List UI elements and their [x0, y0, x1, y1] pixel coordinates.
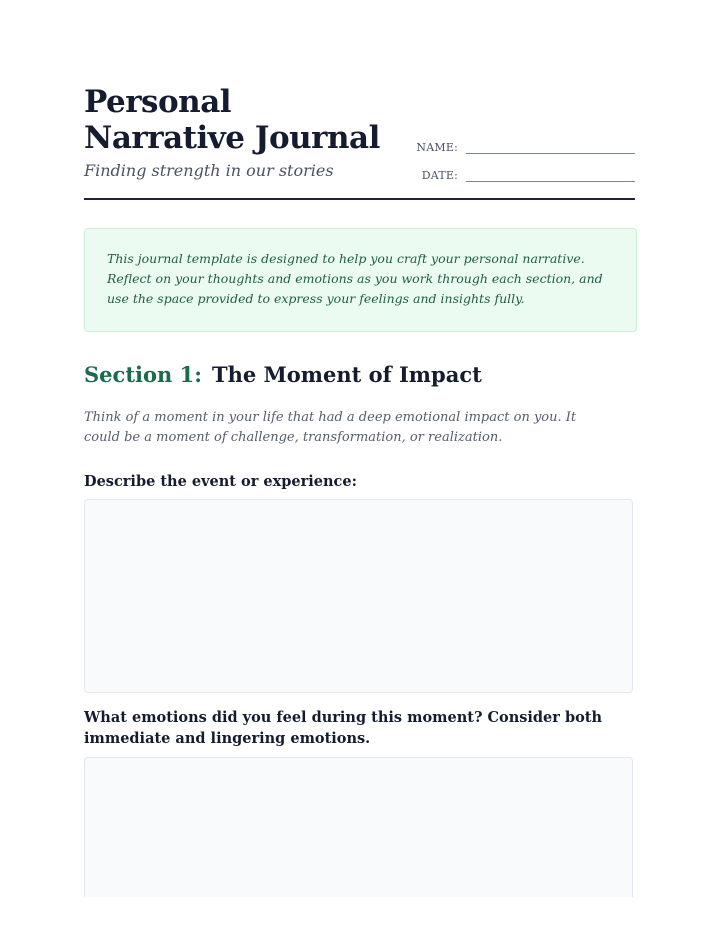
name-label: NAME: [416, 141, 458, 154]
journal-page [84, 84, 635, 747]
date-field-row [398, 164, 635, 182]
answer-area-emotions[interactable] [84, 757, 633, 897]
answer-area-event[interactable] [84, 499, 633, 693]
page-title: Personal Narrative Journal [84, 84, 380, 156]
date-label: DATE: [421, 169, 458, 182]
section-description: Think of a moment in your life that had a deep emotional impact on you. It could be a moment of challenge, transformation, or realization. [84, 410, 577, 445]
date-field[interactable] [466, 164, 635, 182]
section-title: The Moment of Impact [211, 362, 482, 387]
section-number: Section 1: [84, 362, 202, 387]
name-field-row [398, 136, 635, 154]
question-prompt: Describe the event or experience: [84, 473, 357, 490]
question-prompt: What emotions did you feel during this moment? Consider both immediate and lingering emotions. [84, 709, 603, 747]
journal-header [84, 84, 635, 200]
page-subtitle: Finding strength in our stories [84, 161, 334, 180]
intro-callout: This journal template is designed to help you craft your personal narrative. Reflect on your thoughts and emotions as you work through each section, and use the space provided to express your feelings and insights fully. [84, 228, 637, 332]
section-heading [84, 362, 482, 387]
name-field[interactable] [466, 136, 635, 154]
